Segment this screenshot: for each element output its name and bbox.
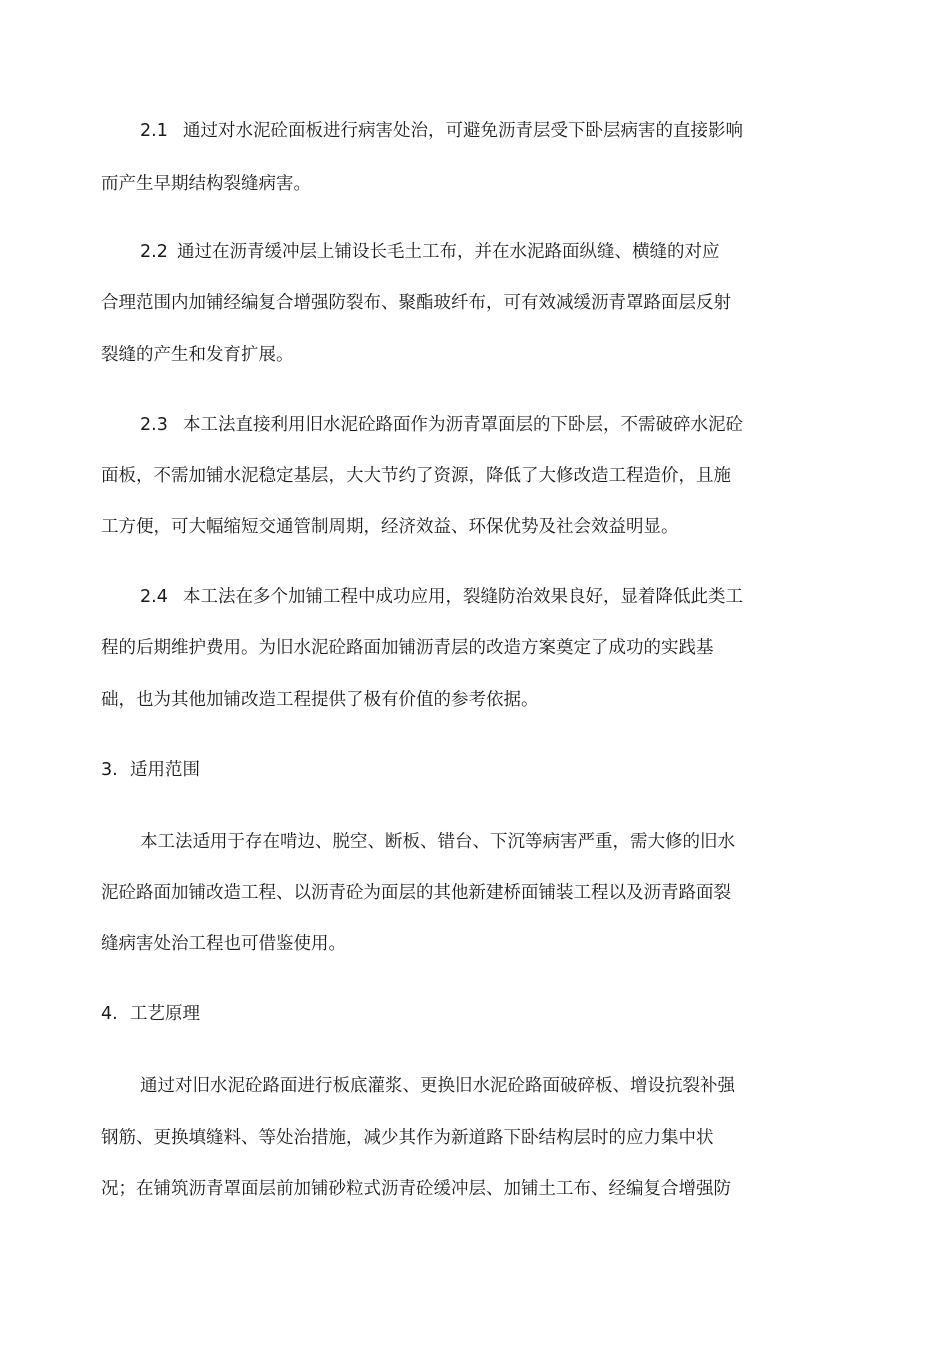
scope-paragraph-line-3: 缝病害处治工程也可借鉴使用。 (101, 934, 346, 954)
section-2-4-line-1 (140, 585, 743, 609)
section-2-3-line-2: 面板，不需加铺水泥稳定基层，大大节约了资源，降低了大修改造工程造价，且施 (101, 466, 731, 486)
principle-paragraph-line-3: 况；在铺筑沥青罩面层前加铺砂粒式沥青砼缓冲层、加铺土工布、经编复合增强防 (101, 1179, 731, 1199)
paragraph-text: 本工法在多个加铺工程中成功应用，裂缝防治效果良好，显着降低此类工 (183, 587, 743, 607)
scope-paragraph-line-2: 泥砼路面加铺改造工程、以沥青砼为面层的其他新建桥面铺装工程以及沥青路面裂 (101, 883, 731, 903)
principle-paragraph-line-1: 通过对旧水泥砼路面进行板底灌浆、更换旧水泥砼路面破碎板、增设抗裂补强 (140, 1076, 735, 1096)
paragraph-text: 本工法直接利用旧水泥砼路面作为沥青罩面层的下卧层，不需破碎水泥砼 (183, 415, 743, 435)
heading-process-principle (101, 1002, 200, 1026)
section-2-4-line-3: 础，也为其他加铺改造工程提供了极有价值的参考依据。 (101, 690, 539, 710)
section-2-3-line-1 (140, 413, 743, 437)
paragraph-text: 通过对水泥砼面板进行病害处治，可避免沥青层受下卧层病害的直接影响 (183, 121, 743, 141)
section-number: 2.2 (140, 242, 168, 262)
heading-applicable-scope (101, 758, 200, 782)
heading-number: 4. (101, 1004, 118, 1024)
principle-paragraph-line-2: 钢筋、更换填缝料、等处治措施，减少其作为新道路下卧结构层时的应力集中状 (101, 1128, 714, 1148)
section-number: 2.1 (140, 121, 168, 141)
heading-title: 工艺原理 (130, 1004, 200, 1024)
section-2-2-line-1 (140, 240, 720, 264)
section-number: 2.3 (140, 415, 168, 435)
paragraph-text: 通过在沥青缓冲层上铺设长毛土工布，并在水泥路面纵缝、横缝的对应 (177, 242, 720, 262)
section-2-3-line-3: 工方便，可大幅缩短交通管制周期，经济效益、环保优势及社会效益明显。 (101, 517, 679, 537)
heading-title: 适用范围 (130, 760, 200, 780)
scope-paragraph-line-1: 本工法适用于存在啃边、脱空、断板、错台、下沉等病害严重，需大修的旧水 (140, 832, 735, 852)
section-2-2-line-3: 裂缝的产生和发育扩展。 (101, 345, 294, 365)
section-2-1-line-2: 而产生早期结构裂缝病害。 (101, 174, 311, 194)
section-2-1-line-1 (140, 119, 743, 143)
section-2-4-line-2: 程的后期维护费用。为旧水泥砼路面加铺沥青层的改造方案奠定了成功的实践基 (101, 638, 714, 658)
section-2-2-line-2: 合理范围内加铺经编复合增强防裂布、聚酯玻纤布，可有效减缓沥青罩路面层反射 (101, 293, 731, 313)
heading-number: 3. (101, 760, 118, 780)
section-number: 2.4 (140, 587, 168, 607)
